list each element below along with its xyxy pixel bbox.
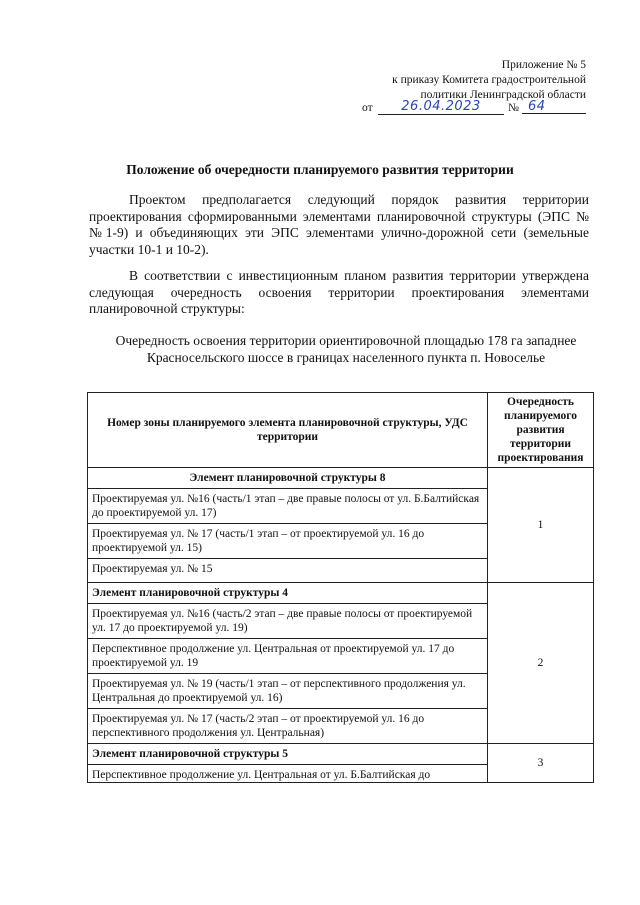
street-cell: Проектируемая ул. № 19 (часть/1 этап – от перспективного продолжения ул. Центральная до проектируемой ул. 16) [88, 674, 488, 709]
street-cell: Проектируемая ул. №16 (часть/1 этап – две правые полосы от ул. Б.Балтийская до проектируемой ул. 17) [88, 489, 488, 524]
date-prefix: от [362, 102, 373, 114]
appendix-header [326, 58, 586, 103]
appendix-number: Приложение № 5 [501, 59, 586, 71]
table-title: Очередность освоения территории ориентировочной площадью 178 га западнее Красносельского шоссе в границах населенного пункта п. Новоселье [115, 333, 577, 365]
development-order-table [87, 392, 594, 783]
order-cell: 2 [488, 583, 594, 744]
street-cell: Перспективное продолжение ул. Центральная от проектируемой ул. 17 до проектируемой ул. 19 [88, 639, 488, 674]
order-cell: 3 [488, 744, 594, 783]
group-row [88, 583, 594, 604]
header-zone-number: Номер зоны планируемого элемента планировочной структуры, УДС территории [88, 393, 488, 468]
order-number-handwritten: 64 [522, 100, 586, 114]
header-order: Очередность планируемого развития территории проектирования [488, 393, 594, 468]
investment-paragraph: В соответствии с инвестиционным планом развития территории утверждена следующая очередность освоения территории проектирования элементами планировочной структуры: [89, 268, 589, 316]
group-title: Элемент планировочной структуры 8 [88, 468, 488, 489]
group-title: Элемент планировочной структуры 4 [88, 583, 488, 604]
appendix-order-ref: к приказу Комитета градостроительной [392, 74, 586, 86]
group-title: Элемент планировочной структуры 5 [88, 744, 488, 765]
order-date-handwritten: 26.04.2023 [378, 100, 504, 115]
street-cell: Проектируемая ул. № 15 [88, 559, 488, 583]
number-prefix: № [508, 102, 519, 114]
street-cell: Проектируемая ул. №16 (часть/2 этап – две правые полосы от проектируемой ул. 17 до проектируемой ул. 19) [88, 604, 488, 639]
group-row [88, 744, 594, 765]
order-date-line [362, 100, 588, 116]
table-header-row [88, 393, 594, 468]
intro-paragraph: Проектом предполагается следующий порядок развития территории проектирования сформированными элементами планировочной структуры (ЭПС №№1-9) и объединяющих эти ЭПС элементами улично-дорожной сети (земельные участки 10-1 и 10-2). [89, 192, 589, 257]
order-cell: 1 [488, 468, 594, 583]
appendix-committee: политики Ленинградской области [420, 89, 586, 101]
group-row [88, 468, 594, 489]
street-cell: Проектируемая ул. № 17 (часть/2 этап – от проектируемой ул. 16 до перспективного продолжения ул. Центральная) [88, 709, 488, 744]
street-cell: Перспективное продолжение ул. Центральная от ул. Б.Балтийская до [88, 765, 488, 783]
street-cell: Проектируемая ул. № 17 (часть/1 этап – от проектируемой ул. 16 до проектируемой ул. 15) [88, 524, 488, 559]
document-title: Положение об очередности планируемого развития территории [126, 162, 514, 177]
